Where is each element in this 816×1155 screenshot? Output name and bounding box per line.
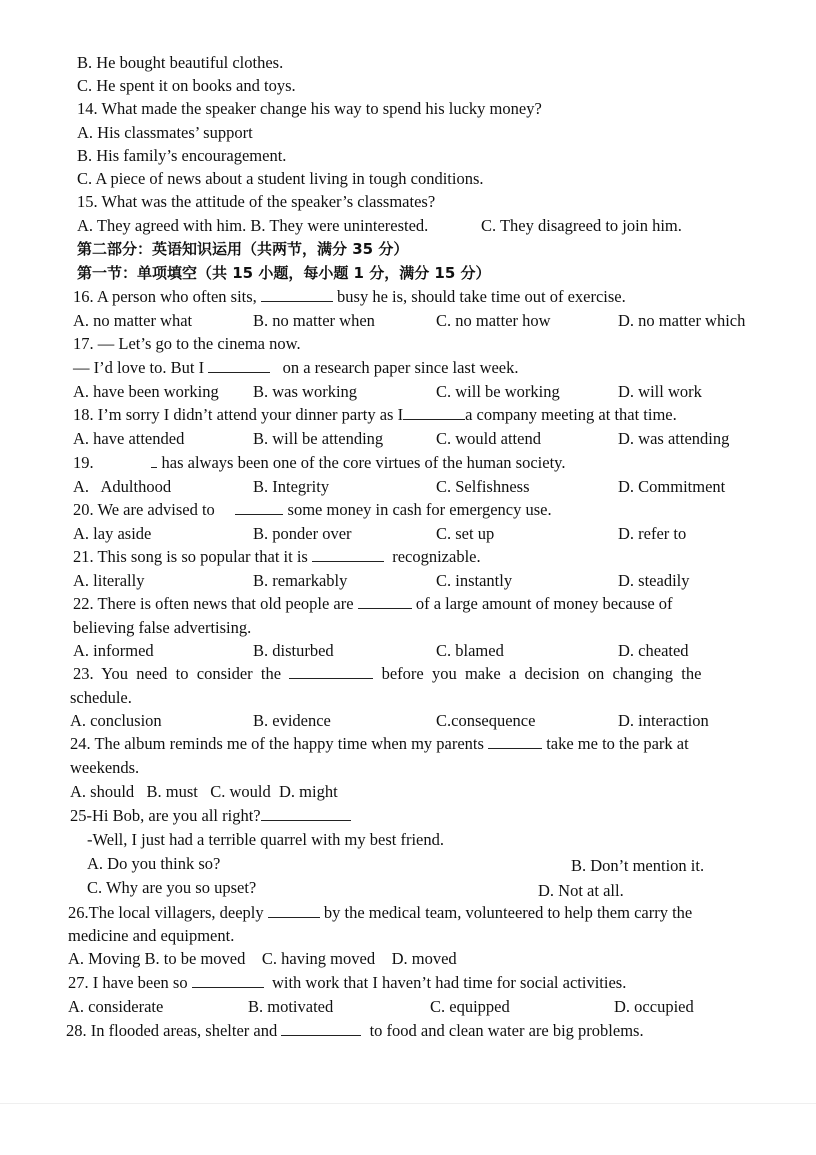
answer-blank xyxy=(235,500,283,515)
q15-option-c: C. They disagreed to join him. xyxy=(481,216,682,235)
answer-blank xyxy=(151,453,157,468)
q18-option-d: D. was attending xyxy=(618,429,730,448)
q26-text-pre: 26.The local villagers, deeply xyxy=(68,903,264,922)
q20-stem xyxy=(73,500,552,520)
q27-text-post: with work that I haven’t had time for social activities. xyxy=(271,973,627,992)
q23-text-post: before you make a decision on changing the xyxy=(381,664,702,683)
q18-text-post: a company meeting at that time. xyxy=(465,405,677,424)
q22-text-pre: 22. There is often news that old people are xyxy=(73,594,354,613)
q23-line2: schedule. xyxy=(70,688,132,707)
q20-text-pre: 20. We are advised to xyxy=(73,500,215,519)
q25-option-d: D. Not at all. xyxy=(538,881,624,900)
q16-stem xyxy=(73,287,626,307)
answer-blank xyxy=(403,405,465,420)
q16-text-post: busy he is, should take time out of exercise. xyxy=(337,287,626,306)
q14-option-b: B. His family’s encouragement. xyxy=(77,146,287,165)
q17-option-d: D. will work xyxy=(618,382,702,401)
q24-stem xyxy=(70,734,689,754)
q25-text-pre: 25-Hi Bob, are you all right? xyxy=(70,806,261,825)
q24-options: A. should B. must C. would D. might xyxy=(70,782,338,801)
q20-option-c: C. set up xyxy=(436,524,495,543)
q17-option-c: C. will be working xyxy=(436,382,560,401)
q23-option-b: B. evidence xyxy=(253,711,331,730)
q22-text-post: of a large amount of money because of xyxy=(415,594,673,613)
q23-option-c: C.consequence xyxy=(436,711,536,730)
q24-text-pre: 24. The album reminds me of the happy time when my parents xyxy=(70,734,484,753)
q19-text-post: has always been one of the core virtues of the human society. xyxy=(161,453,566,472)
q25-option-c: C. Why are you so upset? xyxy=(87,878,257,897)
q23-option-d: D. interaction xyxy=(618,711,709,730)
q22-stem xyxy=(73,594,673,614)
q16-option-a: A. no matter what xyxy=(73,311,193,330)
q25-option-a: A. Do you think so? xyxy=(87,854,221,873)
q26-line2: medicine and equipment. xyxy=(68,926,235,945)
answer-blank xyxy=(208,358,270,373)
q25-line2: -Well, I just had a terrible quarrel with my best friend. xyxy=(87,830,444,849)
q24-text-post: take me to the park at xyxy=(546,734,689,753)
q19-option-d: D. Commitment xyxy=(618,477,726,496)
q16-option-b: B. no matter when xyxy=(253,311,375,330)
q14-option-a: A. His classmates’ support xyxy=(77,123,253,142)
answer-blank xyxy=(488,734,542,749)
page-bottom-divider xyxy=(0,1103,816,1104)
q22-option-d: D. cheated xyxy=(618,641,689,660)
q28-text-pre: 28. In flooded areas, shelter and xyxy=(66,1021,278,1040)
q21-option-d: D. steadily xyxy=(618,571,690,590)
answer-blank xyxy=(289,664,373,679)
q21-option-a: A. literally xyxy=(73,571,145,590)
q17-text-pre: — I’d love to. But I xyxy=(73,358,205,377)
q27-option-a: A. considerate xyxy=(68,997,164,1016)
q24-line2: weekends. xyxy=(70,758,140,777)
q28-stem xyxy=(66,1021,644,1041)
q19-stem xyxy=(73,453,565,473)
q26-options: A. Moving B. to be moved C. having moved D. moved xyxy=(68,949,457,968)
q27-stem xyxy=(68,973,626,993)
q18-stem xyxy=(73,405,677,425)
section1-heading: 第一节：单项填空（共 15 小题，每小题 1 分，满分 15 分） xyxy=(77,264,491,282)
answer-blank xyxy=(358,594,412,609)
q19-option-c: C. Selfishness xyxy=(436,477,530,496)
q27-option-d: D. occupied xyxy=(614,997,694,1016)
q27-option-c: C. equipped xyxy=(430,997,510,1016)
q20-option-a: A. lay aside xyxy=(73,524,152,543)
q22-option-b: B. disturbed xyxy=(253,641,334,660)
q18-option-a: A. have attended xyxy=(73,429,185,448)
q20-text-post: some money in cash for emergency use. xyxy=(287,500,552,519)
q15-question: 15. What was the attitude of the speaker’s classmates? xyxy=(77,192,436,211)
q21-option-b: B. remarkably xyxy=(253,571,348,590)
q20-option-d: D. refer to xyxy=(618,524,687,543)
q21-text-pre: 21. This song is so popular that it is xyxy=(73,547,308,566)
q25-stem xyxy=(70,806,351,826)
q18-text-pre: 18. I’m sorry I didn’t attend your dinner party as I xyxy=(73,405,404,424)
q23-option-a: A. conclusion xyxy=(70,711,162,730)
answer-blank xyxy=(268,903,320,918)
q18-option-b: B. will be attending xyxy=(253,429,384,448)
answer-blank xyxy=(312,547,384,562)
answer-blank xyxy=(192,973,264,988)
q28-text-post: to food and clean water are big problems. xyxy=(369,1021,644,1040)
q26-text-post: by the medical team, volunteered to help them carry the xyxy=(323,903,693,922)
q17-option-a: A. have been working xyxy=(73,382,219,401)
q13-option-b: B. He bought beautiful clothes. xyxy=(77,53,284,72)
q20-option-b: B. ponder over xyxy=(253,524,352,543)
answer-blank xyxy=(261,806,351,821)
q19-option-b: B. Integrity xyxy=(253,477,330,496)
answer-blank xyxy=(261,287,333,302)
q21-text-post: recognizable. xyxy=(392,547,481,566)
q15-options-ab: A. They agreed with him. B. They were uninterested. xyxy=(77,216,429,235)
q23-stem xyxy=(73,664,701,684)
q13-option-c: C. He spent it on books and toys. xyxy=(77,76,296,95)
q16-option-d: D. no matter which xyxy=(618,311,746,330)
answer-blank xyxy=(281,1021,361,1036)
q22-line2: believing false advertising. xyxy=(73,618,252,637)
q27-text-pre: 27. I have been so xyxy=(68,973,188,992)
q22-option-c: C. blamed xyxy=(436,641,504,660)
q21-option-c: C. instantly xyxy=(436,571,513,590)
part2-heading: 第二部分：英语知识运用（共两节，满分 35 分） xyxy=(77,240,409,258)
q27-option-b: B. motivated xyxy=(248,997,334,1016)
q21-stem xyxy=(73,547,481,567)
q17-line2 xyxy=(73,358,519,378)
q19-option-a: A. Adulthood xyxy=(73,477,172,496)
q14-question: 14. What made the speaker change his way to spend his lucky money? xyxy=(77,99,542,118)
q26-stem xyxy=(68,903,692,923)
q16-text-pre: 16. A person who often sits, xyxy=(73,287,257,306)
q17-line1: 17. — Let’s go to the cinema now. xyxy=(73,334,301,353)
q14-option-c: C. A piece of news about a student living in tough conditions. xyxy=(77,169,484,188)
q19-text-pre: 19. xyxy=(73,453,94,472)
q25-option-b: B. Don’t mention it. xyxy=(571,856,705,875)
q18-option-c: C. would attend xyxy=(436,429,541,448)
q17-option-b: B. was working xyxy=(253,382,358,401)
q22-option-a: A. informed xyxy=(73,641,154,660)
q23-text-pre: 23. You need to consider the xyxy=(73,664,282,683)
q17-text-post: on a research paper since last week. xyxy=(282,358,519,377)
q16-option-c: C. no matter how xyxy=(436,311,551,330)
